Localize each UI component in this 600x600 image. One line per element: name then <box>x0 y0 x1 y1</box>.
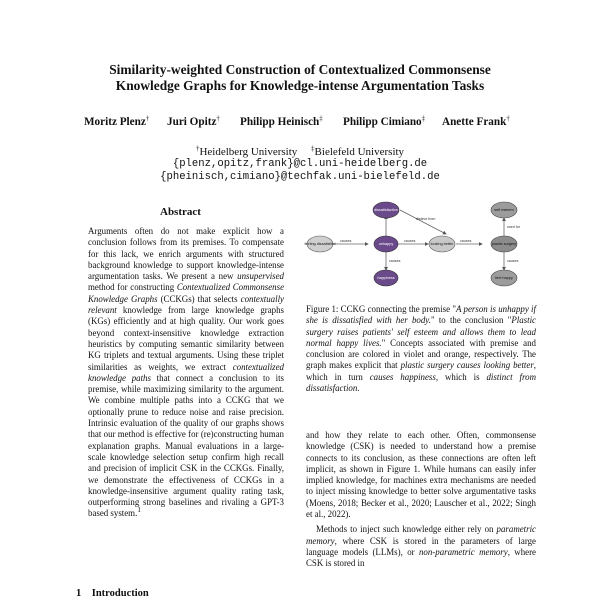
edge-label: causes <box>340 239 352 243</box>
author-5: Anette Frank† <box>442 114 510 128</box>
edge-label: causes <box>389 259 401 263</box>
svg-text:feeling dissatisfied: feeling dissatisfied <box>304 242 336 246</box>
body-paragraph-2: Methods to inject such knowledge either rely on parametric memory, where CSK is stored in the parameters of large language models (LLMs), or non-parametric memory, where CSK is stored in <box>306 524 536 569</box>
edge <box>400 210 446 234</box>
title-line-2: Knowledge Graphs for Knowledge-intense Argumentation Tasks <box>115 78 485 93</box>
svg-text:self esteem: self esteem <box>494 208 514 212</box>
svg-text:looking better: looking better <box>430 242 454 246</box>
svg-text:dissatisfaction: dissatisfaction <box>374 208 398 212</box>
affiliation-heidelberg: Heidelberg University <box>199 146 298 158</box>
edge-label: causes <box>507 259 519 263</box>
edge-label: distinct from <box>416 217 436 221</box>
email-heidelberg: {plenz,opitz,frank}@cl.uni-heidelberg.de <box>172 158 428 170</box>
figure-1-graph <box>300 196 542 292</box>
svg-text:happiness: happiness <box>377 276 395 280</box>
svg-text:plastic surgery: plastic surgery <box>491 242 517 246</box>
svg-text:unhappy: unhappy <box>378 242 394 246</box>
author-2: Juri Opitz† <box>167 114 220 128</box>
affiliations: †Heidelberg University ‡Bielefeld University {plenz,opitz,frank}@cl.uni-heidelberg.de {pheinisch,cimiano}@techfak.uni-bielefeld.de <box>40 146 560 184</box>
author-3: Philipp Heinisch‡ <box>240 114 323 128</box>
body-text <box>306 430 536 570</box>
author-4: Philipp Cimiano‡ <box>343 114 426 128</box>
edge-label: causes <box>460 239 472 243</box>
section-heading: 1 Introduction <box>76 588 149 599</box>
edge-label: used for <box>507 225 520 229</box>
body-paragraph-1: and how they relate to each other. Often, commonsense knowledge (CSK) is needed to understand how a premise connects to its conclusion, as these connections are often left implicit, as shown in Figure 1. While humans can easily infer implied knowledge, for machines extra mechanisms are needed to inject missing knowledge to better solve argumentative tasks (Moens, 2018; Becker et al., 2020; Lauscher et al., 2022; Singh et al., 2022). <box>306 430 536 520</box>
author-1: Moritz Plenz† <box>84 114 150 128</box>
svg-text:feel happy: feel happy <box>495 276 513 280</box>
paper-title <box>40 62 560 94</box>
email-bielefeld: {pheinisch,cimiano}@techfak.uni-bielefeld.de <box>160 171 440 183</box>
figure-1-caption: Figure 1: CCKG connecting the premise "A person is unhappy if she is dissatisfied with her body." to the conclusion "Plastic surgery raises patients' self esteem and allows them to lead normal happy lives." Concepts associated with premise and conclusion are colored in violet and orange, respectively. The graph makes explicit that plastic surgery causes looking better, which in turn causes happiness, which is distinct from dissatisfaction. <box>306 304 536 394</box>
affiliation-bielefeld: Bielefeld University <box>314 146 405 158</box>
abstract-text: Arguments often do not make explicit how a conclusion follows from its premises. To compensate for this lack, we enrich arguments with structured background knowledge to support knowledge-intense argumentation tasks. We present a new unsupervised method for constructing Contextualized Commonsense Knowledge Graphs (CCKGs) that selects contextually relevant knowledge from large knowledge graphs (KGs) efficiently and at high quality. Our work goes beyond context-insensitive knowledge extraction heuristics by computing semantic similarity between KG triplets and textual arguments. Using these triplet similarities as weights, we extract contextualized knowledge paths that connect a conclusion to its premise, while maximizing similarity to the argument. We combine multiple paths into a CCKG that we optionally prune to reduce noise and raise precision. Intrinsic evaluation of the quality of our graphs shows that our method is effective for (re)constructing human explanation graphs. Manual evaluations in a large-scale knowledge selection setup confirm high recall and precision of implicit CSK in the CCKGs. Finally, we demonstrate the effectiveness of CCKGs in a knowledge-insensitive argument quality rating task, outperforming strong baselines and rivaling a GPT-3 based system.$^1$ <box>88 226 285 519</box>
title-line-1: Similarity-weighted Construction of Contextualized Commonsense <box>109 62 491 77</box>
abstract-heading: Abstract <box>160 206 201 218</box>
edge-label: causes <box>404 239 416 243</box>
